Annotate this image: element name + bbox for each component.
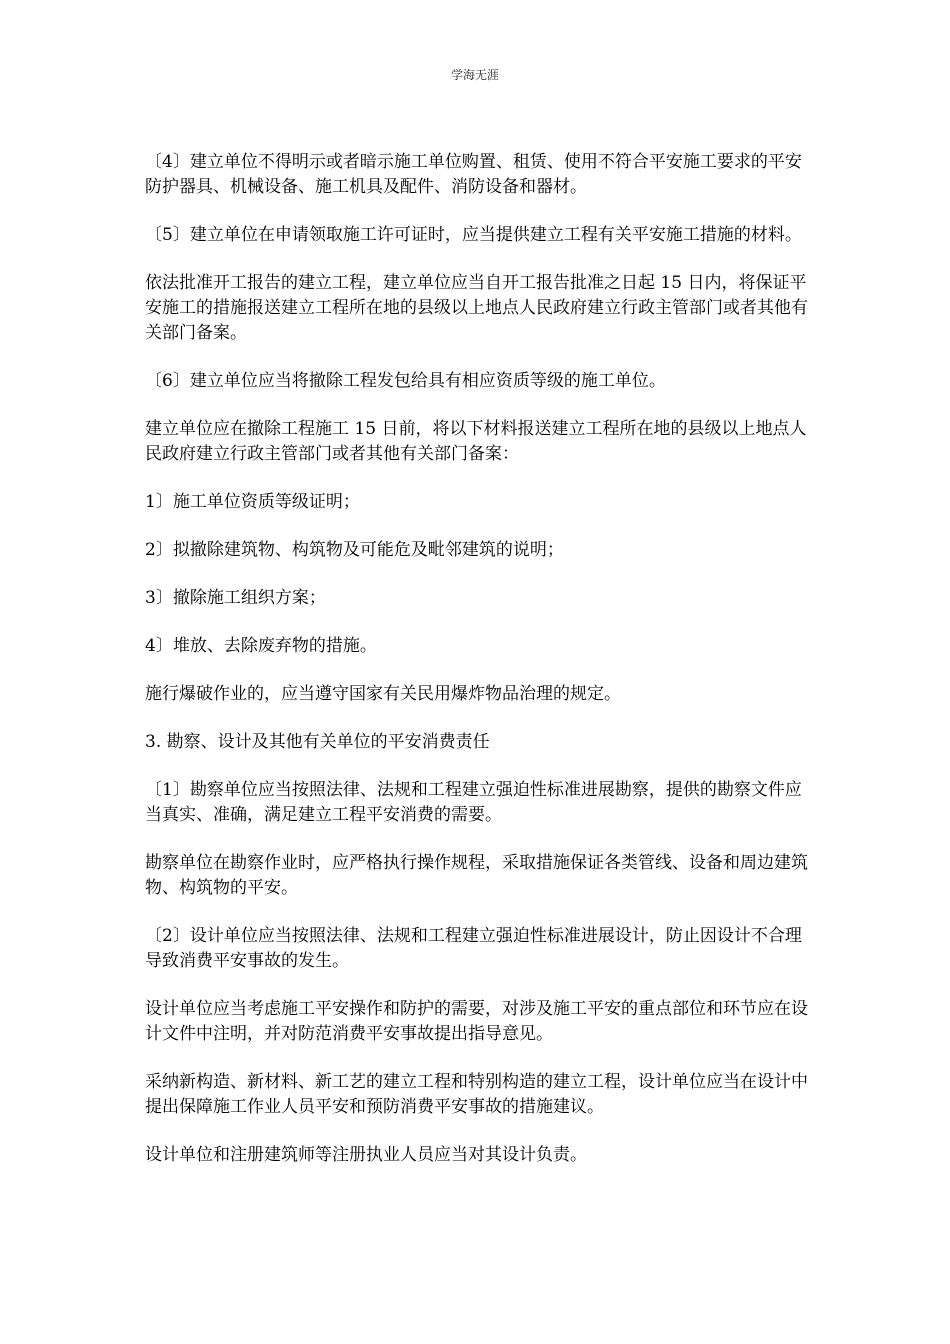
paragraph-7: 2〕拟撤除建筑物、构筑物及可能危及毗邻建筑的说明； — [145, 540, 564, 560]
paragraph-2: 〔5〕建立单位在申请领取施工许可证时，应当提供建立工程有关平安施工措施的材料。 — [145, 225, 802, 245]
paragraph-14: 〔2〕设计单位应当按照法律、法规和工程建立强迫性标准进展设计，防止因设计不合理导致消费平安事故的发生。 — [145, 926, 802, 971]
paragraph-1: 〔4〕建立单位不得明示或者暗示施工单位购置、租赁、使用不符合平安施工要求的平安防护器具、机械设备、施工机具及配件、消防设备和器材。 — [145, 152, 802, 197]
paragraph-3: 依法批准开工报告的建立工程，建立单位应当自开工报告批准之日起 15 日内，将保证平安施工的措施报送建立工程所在地的县级以上地点人民政府建立行政主管部门或者其他有关部门备案。 — [145, 273, 808, 343]
paragraph-16: 采纳新构造、新材料、新工艺的建立工程和特别构造的建立工程，设计单位应当在设计中提出保障施工作业人员平安和预防消费平安事故的措施建议。 — [145, 1072, 808, 1117]
paragraph-6: 1〕施工单位资质等级证明； — [145, 492, 360, 512]
paragraph-10: 施行爆破作业的，应当遵守国家有关民用爆炸物品治理的规定。 — [145, 684, 621, 704]
paragraph-17: 设计单位和注册建筑师等注册执业人员应当对其设计负责。 — [145, 1145, 587, 1165]
paragraph-5: 建立单位应在撤除工程施工 15 日前，将以下材料报送建立工程所在地的县级以上地点人民政府建立行政主管部门或者其他有关部门备案： — [145, 419, 807, 464]
page-header: 学海无涯 — [450, 68, 499, 82]
paragraph-9: 4〕堆放、去除废弃物的措施。 — [145, 636, 377, 656]
paragraph-12: 〔1〕勘察单位应当按照法律、法规和工程建立强迫性标准进展勘察，提供的勘察文件应当真实、准确，满足建立工程平安消费的需要。 — [145, 780, 802, 825]
paragraph-4: 〔6〕建立单位应当将撤除工程发包给具有相应资质等级的施工单位。 — [145, 371, 666, 391]
document-body — [145, 150, 810, 1191]
paragraph-13: 勘察单位在勘察作业时，应严格执行操作规程，采取措施保证各类管线、设备和周边建筑物、构筑物的平安。 — [145, 853, 808, 898]
paragraph-15: 设计单位应当考虑施工平安操作和防护的需要，对涉及施工平安的重点部位和环节应在设计文件中注明，并对防范消费平安事故提出指导意见。 — [145, 999, 808, 1044]
section-heading: 3. 勘察、设计及其他有关单位的平安消费责任 — [145, 732, 490, 752]
paragraph-8: 3〕撤除施工组织方案； — [145, 588, 326, 608]
